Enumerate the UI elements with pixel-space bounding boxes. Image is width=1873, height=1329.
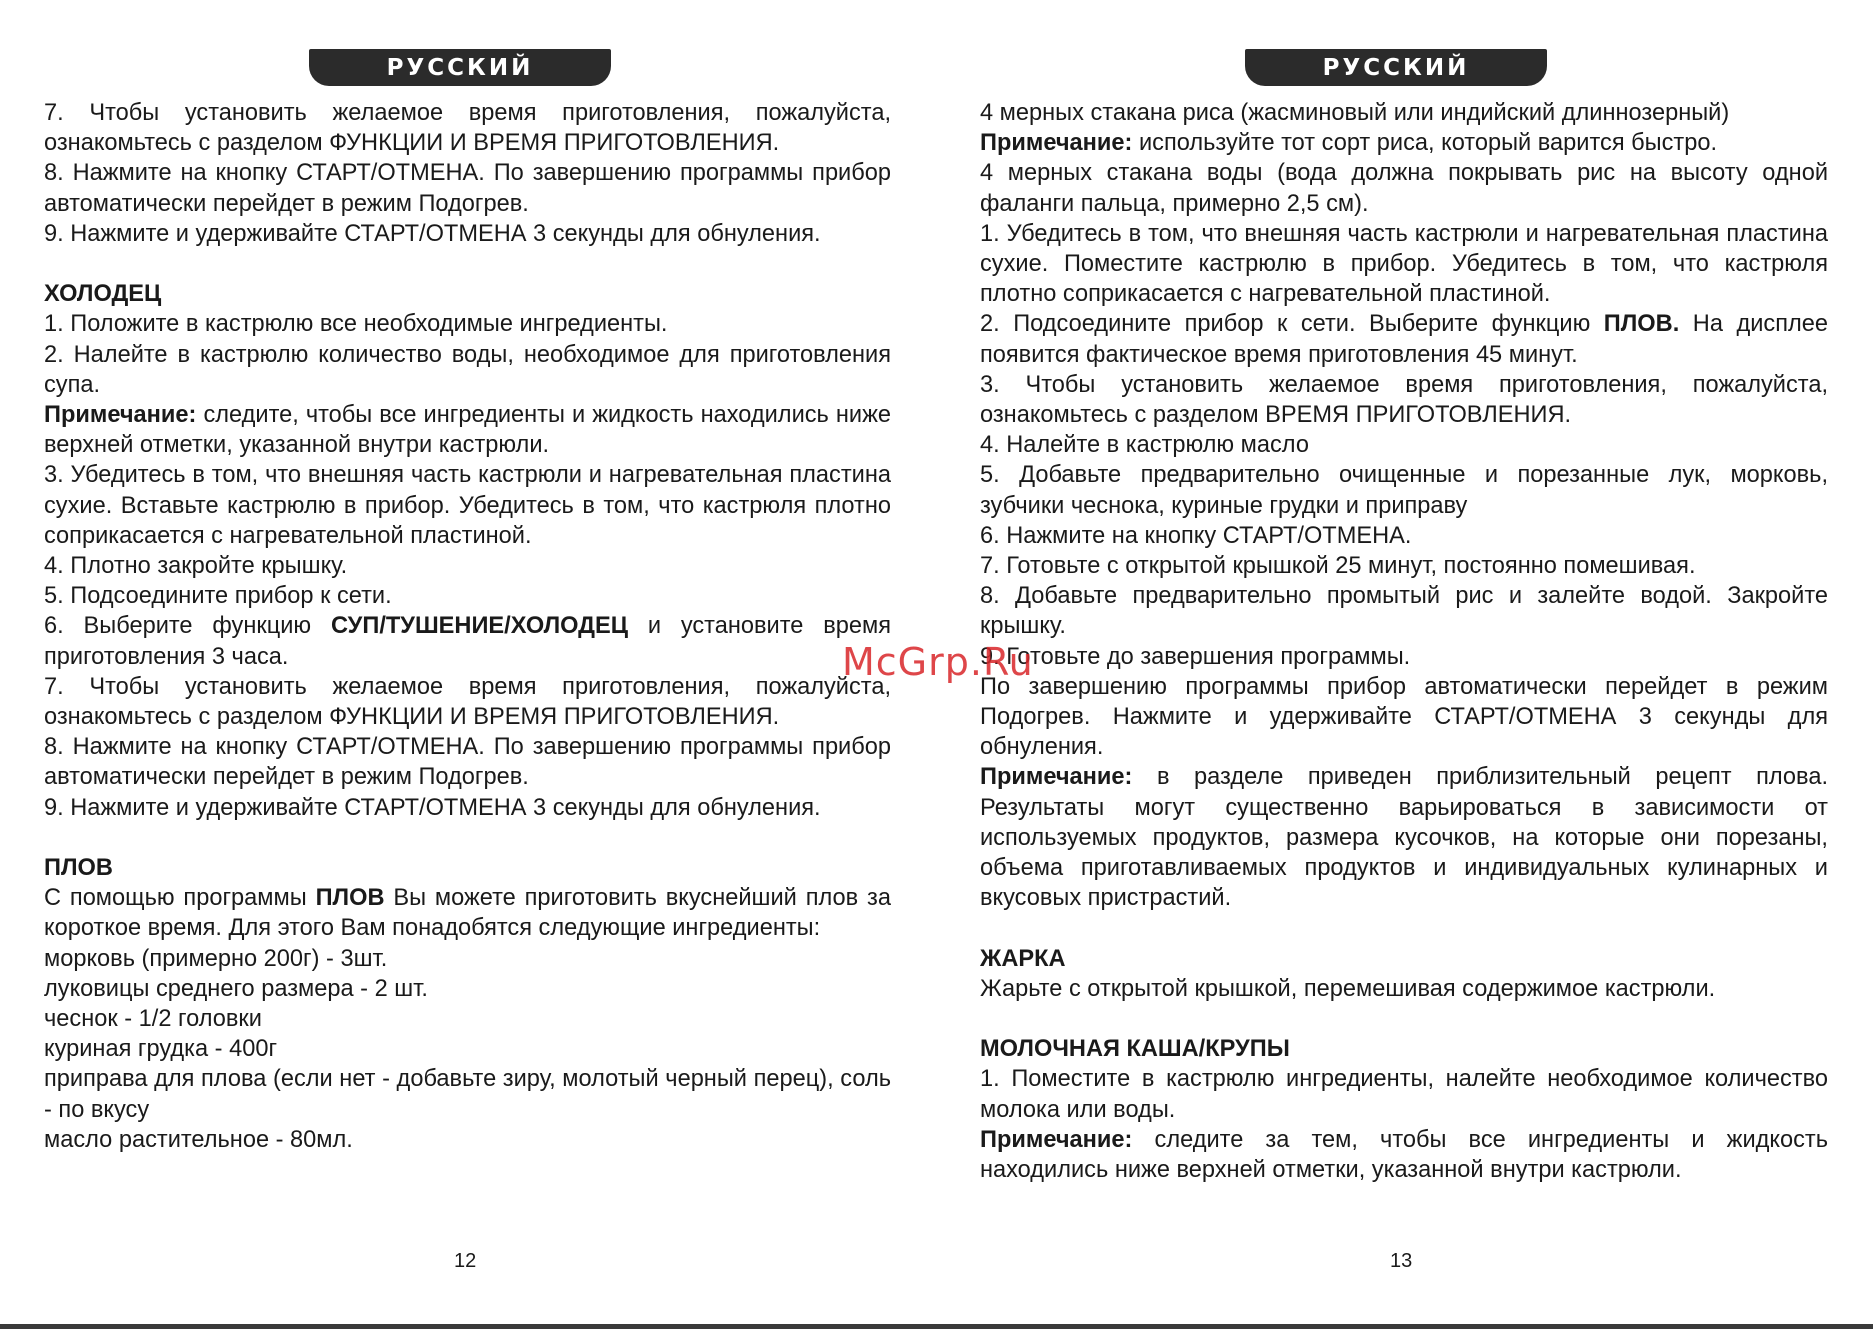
section-title-plov: ПЛОВ <box>44 855 113 882</box>
function-name: ПЛОВ <box>315 885 385 912</box>
language-header-tab: РУССКИЙ <box>309 49 611 86</box>
paragraph: 7. Готовьте с открытой крышкой 25 минут, постоянно помешивая. <box>980 553 1696 580</box>
paragraph: 4 мерных стакана воды (вода должна покрывать рис на высоту одной фаланги пальца, примерно 2,5 см). <box>980 160 1828 217</box>
right-page <box>980 0 1828 1329</box>
note-label: Примечание: <box>980 1126 1133 1153</box>
ingredient-line: луковицы среднего размера - 2 шт. <box>44 975 428 1002</box>
paragraph: 7. Чтобы установить желаемое время приготовления, пожалуйста, ознакомьтесь с разделом ФУНКЦИИ И ВРЕМЯ ПРИГОТОВЛЕНИЯ. <box>44 100 891 157</box>
paragraph: 4. Налейте в кастрюлю масло <box>980 432 1309 459</box>
left-page-content <box>44 98 891 1155</box>
note-text: следите, чтобы все ингредиенты и жидкость находились ниже верхней отметки, указанной внутри кастрюли. <box>44 402 891 459</box>
paragraph: 4. Плотно закройте крышку. <box>44 553 348 580</box>
intro-text: С помощью программы <box>44 885 316 912</box>
paragraph: 7. Чтобы установить желаемое время приготовления, пожалуйста, ознакомьтесь с разделом ФУНКЦИИ И ВРЕМЯ ПРИГОТОВЛЕНИЯ. <box>44 673 891 731</box>
paragraph: 3. Убедитесь в том, что внешняя часть кастрюли и нагревательная пластина сухие. Вставьте кастрюлю в прибор. Убедитесь в том, что кастрюля плотно соприкасается с нагревательной пластиной. <box>44 462 891 549</box>
paragraph: 9. Нажмите и удерживайте СТАРТ/ОТМЕНА 3 секунды для обнуления. <box>44 220 821 247</box>
note-text: в разделе приведен приблизительный рецепт плова. Результаты могут существенно варьироваться в зависимости от используемых продуктов, размера кусочков, на которые они порезаны, объема приготавливаемых продуктов и индивидуальных кулинарных и вкусовых пристрастий. <box>980 764 1828 912</box>
note-label: Примечание: <box>980 130 1133 157</box>
ingredient-line: приправа для плова (если нет - добавьте зиру, молотый черный перец), соль - по вкусу <box>44 1066 891 1123</box>
ingredient-line: куриная грудка - 400г <box>44 1036 278 1063</box>
paragraph <box>44 611 891 671</box>
paragraph: 1. Поместите в кастрюлю ингредиенты, налейте необходимое количество молока или воды. <box>980 1066 1828 1123</box>
paragraph: 9. Готовьте до завершения программы. <box>980 643 1411 670</box>
note-paragraph <box>44 400 891 460</box>
language-header-tab: РУССКИЙ <box>1245 49 1547 86</box>
watermark: McGrp.Ru <box>842 640 1034 684</box>
function-name: СУП/ТУШЕНИЕ/ХОЛОДЕЦ <box>330 613 628 640</box>
note-label: Примечание: <box>980 764 1133 791</box>
paragraph <box>980 309 1828 369</box>
paragraph: 8. Нажмите на кнопку СТАРТ/ОТМЕНА. По завершению программы прибор автоматически перейдет в режим Подогрев. <box>44 160 891 217</box>
paragraph <box>44 883 891 943</box>
paragraph: 4 мерных стакана риса (жасминовый или индийский длиннозерный) <box>980 100 1730 126</box>
section-title-zharka: ЖАРКА <box>980 945 1066 972</box>
paragraph: 3. Чтобы установить желаемое время приготовления, пожалуйста, ознакомьтесь с разделом ВРЕМЯ ПРИГОТОВЛЕНИЯ. <box>980 371 1828 429</box>
paragraph: По завершению программы прибор автоматически перейдет в режим Подогрев. Нажмите и удерживайте СТАРТ/ОТМЕНА 3 секунды для обнуления. <box>980 673 1828 761</box>
note-paragraph <box>980 762 1828 913</box>
note-label: Примечание: <box>44 402 197 429</box>
step-text: На дисплее появится фактическое время приготовления 45 минут. <box>980 311 1828 368</box>
note-paragraph <box>980 1125 1828 1185</box>
note-text: используйте тот сорт риса, который варится быстро. <box>1132 130 1718 157</box>
paragraph: 6. Нажмите на кнопку СТАРТ/ОТМЕНА. <box>980 522 1412 549</box>
step-text: 2. Подсоедините прибор к сети. Выберите функцию <box>980 311 1604 338</box>
note-text: следите за тем, чтобы все ингредиенты и жидкость находились ниже верхней отметки, указанной внутри кастрюли. <box>980 1126 1828 1184</box>
paragraph: 8. Добавьте предварительно промытый рис и залейте водой. Закройте крышку. <box>980 583 1828 640</box>
intro-text: Вы можете приготовить вкуснейший плов за короткое время. Для этого Вам понадобятся следующие ингредиенты: <box>44 885 891 942</box>
step-text: и установите время приготовления 3 часа. <box>44 613 891 670</box>
paragraph: 8. Нажмите на кнопку СТАРТ/ОТМЕНА. По завершению программы прибор автоматически перейдет в режим Подогрев. <box>44 734 891 791</box>
paragraph: 1. Убедитесь в том, что внешняя часть кастрюли и нагревательная пластина сухие. Поместите кастрюлю в прибор. Убедитесь в том, что кастрюля плотно соприкасается с нагревательной пластиной. <box>980 220 1828 308</box>
page-number: 13 <box>1390 1250 1413 1272</box>
step-text: 6. Выберите функцию <box>44 613 331 640</box>
page-number: 12 <box>454 1250 477 1272</box>
ingredient-line: масло растительное - 80мл. <box>44 1126 353 1153</box>
section-title-kasha: МОЛОЧНАЯ КАША/КРУПЫ <box>980 1036 1290 1063</box>
paragraph: 1. Положите в кастрюлю все необходимые ингредиенты. <box>44 311 668 338</box>
ingredient-line: чеснок - 1/2 головки <box>44 1006 262 1033</box>
note-paragraph <box>980 128 1828 158</box>
paragraph: 9. Нажмите и удерживайте СТАРТ/ОТМЕНА 3 секунды для обнуления. <box>44 794 821 821</box>
bottom-border <box>0 1324 1873 1329</box>
function-name: ПЛОВ. <box>1603 311 1680 338</box>
paragraph: 5. Добавьте предварительно очищенные и порезанные лук, морковь, зубчики чеснока, куриные грудки и приправу <box>980 462 1828 519</box>
left-page <box>44 0 891 1329</box>
paragraph: 5. Подсоедините прибор к сети. <box>44 583 392 610</box>
right-page-content <box>980 98 1828 1185</box>
paragraph: Жарьте с открытой крышкой, перемешивая содержимое кастрюли. <box>980 975 1716 1002</box>
section-title-kholodets: ХОЛОДЕЦ <box>44 281 162 308</box>
ingredient-line: морковь (примерно 200г) - 3шт. <box>44 945 388 972</box>
paragraph: 2. Налейте в кастрюлю количество воды, необходимое для приготовления супа. <box>44 341 891 398</box>
